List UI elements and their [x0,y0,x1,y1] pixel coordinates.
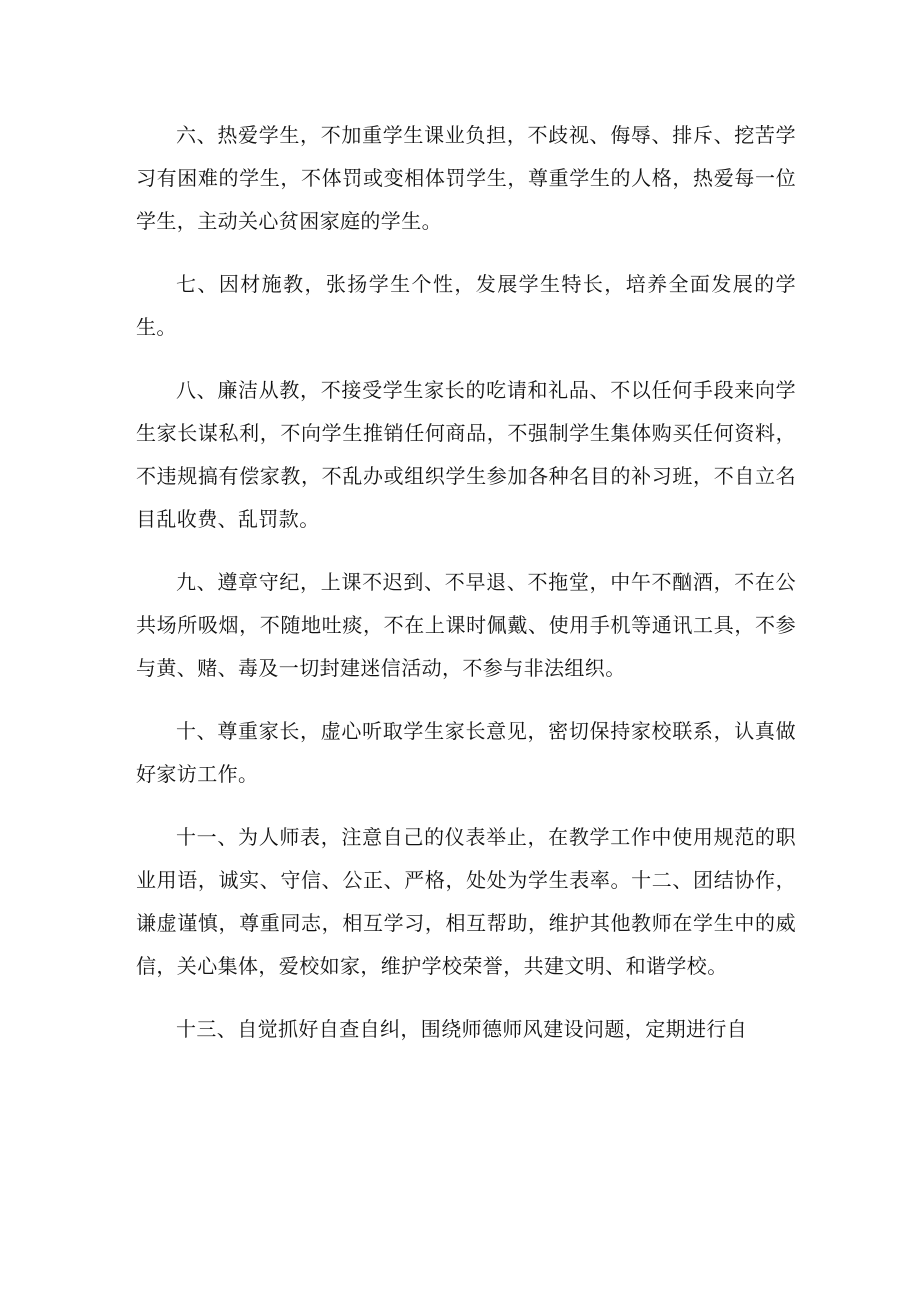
paragraph-10: 十、尊重家长，虚心听取学生家长意见，密切保持家校联系，认真做好家访工作。 [136,719,796,786]
document-body [136,114,796,1071]
paragraph-9: 九、遵章守纪，上课不迟到、不早退、不拖堂，中午不酗酒，不在公共场所吸烟，不随地吐痰，不在上课时佩戴、使用手机等通讯工具，不参与黄、赌、毒及一切封建迷信活动，不参与非法组织。 [136,570,796,680]
paragraph-7: 七、因材施教，张扬学生个性，发展学生特长，培养全面发展的学生。 [136,272,796,339]
paragraph-8: 八、廉洁从教，不接受学生家长的吃请和礼品、不以任何手段来向学生家长谋私利，不向学生推销任何商品，不强制学生集体购买任何资料，不违规搞有偿家教，不乱办或组织学生参加各种名目的补习班，不自立名目乱收费、乱罚款。 [136,378,796,531]
paragraph-13: 十三、自觉抓好自查自纠，围绕师德师风建设问题，定期进行自 [176,1017,748,1041]
paragraph-11-12: 十一、为人师表，注意自己的仪表举止，在教学工作中使用规范的职业用语，诚实、守信、公正、严格，处处为学生表率。十二、团结协作，谦虚谨慎，尊重同志，相互学习，相互帮助，维护其他教师在学生中的威信，关心集体，爱校如家，维护学校荣誉，共建文明、和谐学校。 [136,825,796,978]
paragraph-6: 六、热爱学生，不加重学生课业负担，不歧视、侮辱、排斥、挖苦学习有困难的学生，不体罚或变相体罚学生，尊重学生的人格，热爱每一位学生，主动关心贫困家庭的学生。 [136,123,796,233]
